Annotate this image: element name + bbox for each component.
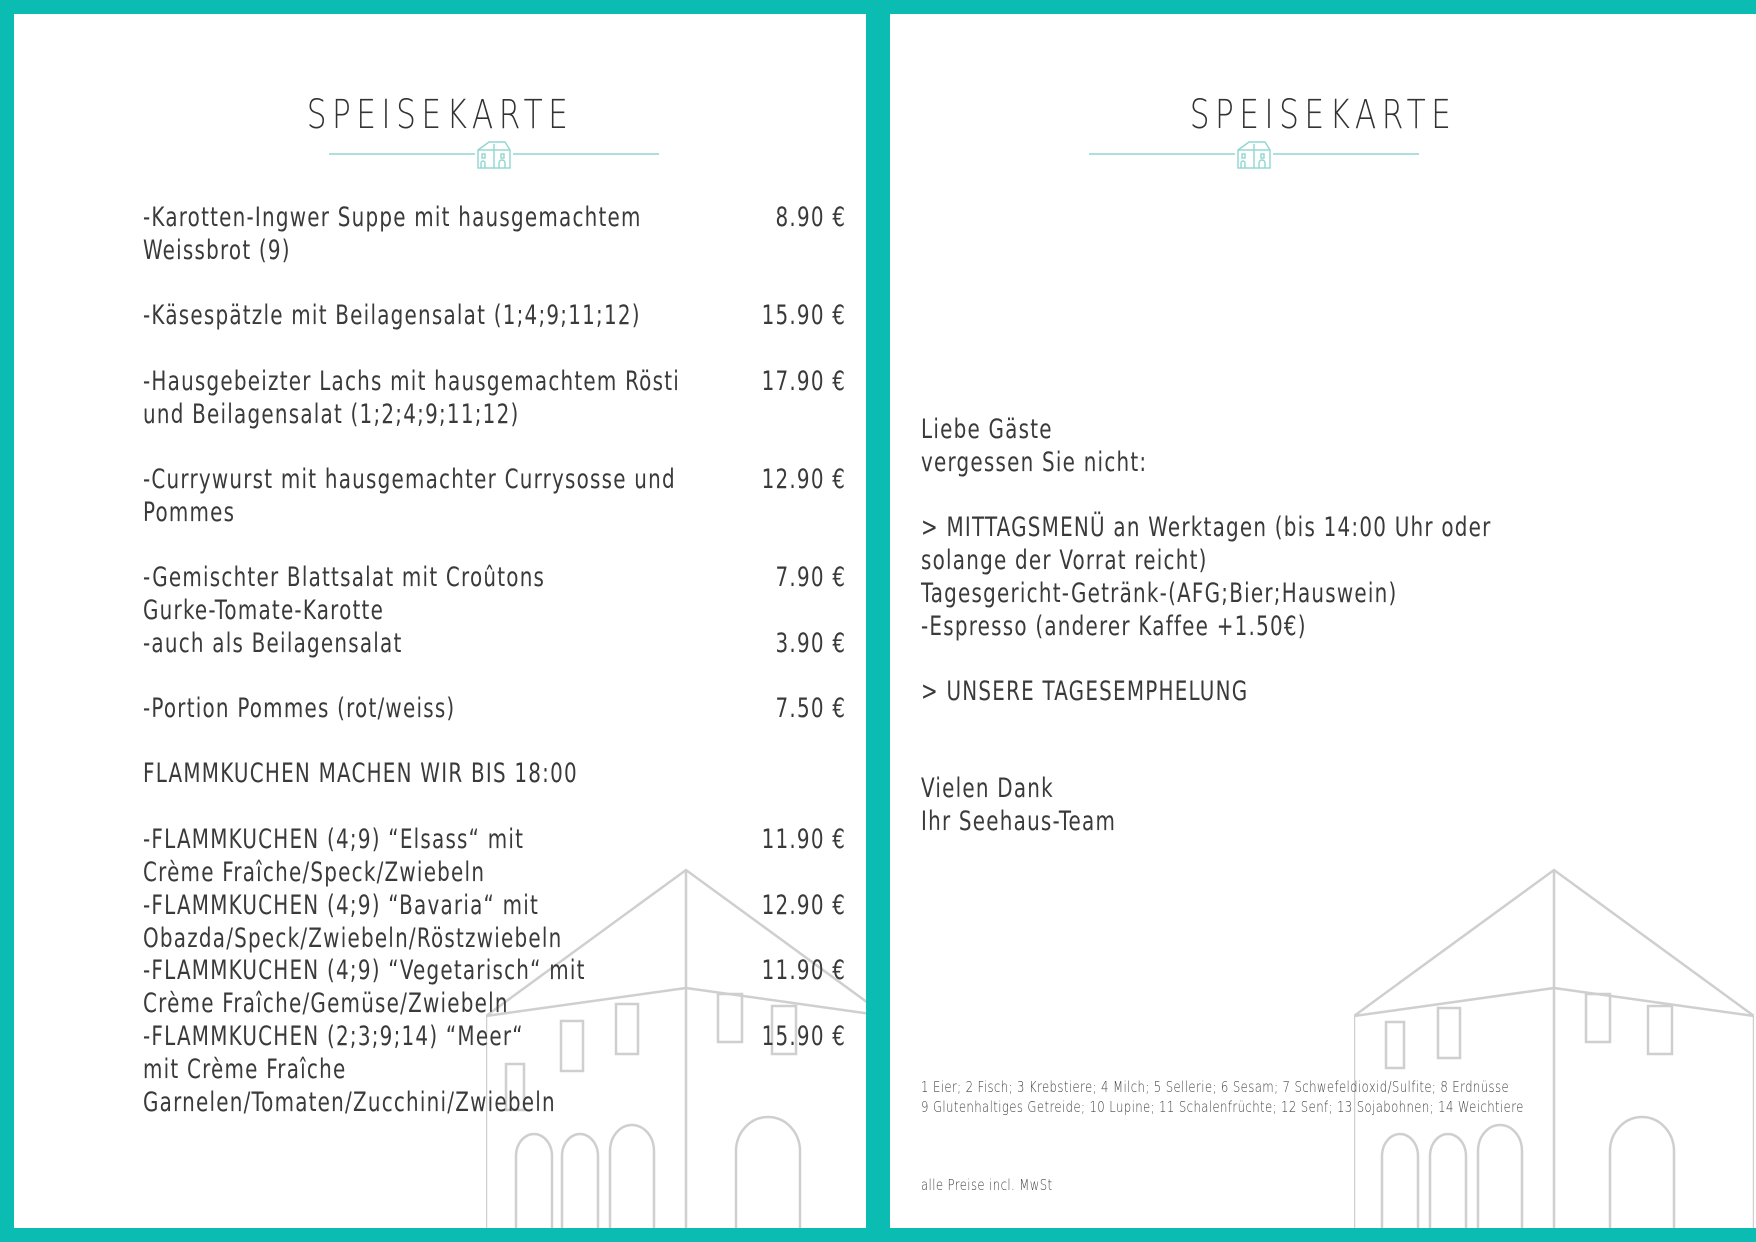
menu-item-name: mit Crème Fraîche: [143, 1054, 347, 1085]
menu-item-name: -Karotten-Ingwer Suppe mit hausgemachtem: [143, 202, 642, 233]
menu-item-name: Pommes: [143, 497, 236, 528]
menu-item-price: 7.90 €: [775, 562, 846, 593]
menu-item-price: 8.90 €: [775, 202, 846, 233]
menu-list: [14, 14, 866, 1228]
menu-item-name: -FLAMMKUCHEN (4;9) “Elsass“ mit: [143, 824, 525, 855]
menu-item-price: 17.90 €: [761, 366, 846, 397]
vat-note: alle Preise incl. MwSt: [921, 1176, 1053, 1194]
menu-item-price: 7.50 €: [775, 693, 846, 724]
menu-item-price: 12.90 €: [761, 890, 846, 921]
menu-item-name: Obazda/Speck/Zwiebeln/Röstzwiebeln: [143, 923, 563, 954]
menu-item-name: -FLAMMKUCHEN (2;3;9;14) “Meer“: [143, 1021, 524, 1052]
lunch-line: > MITTAGSMENÜ an Werktagen (bis 14:00 Uhr oder: [921, 512, 1492, 543]
menu-item-name: -FLAMMKUCHEN (4;9) “Vegetarisch“ mit: [143, 955, 586, 986]
menu-item-name: -Gemischter Blattsalat mit Croûtons: [143, 562, 546, 593]
menu-item-price: 15.90 €: [761, 1021, 846, 1052]
thanks-line: Vielen Dank: [921, 773, 1054, 804]
menu-item-name: Crème Fraîche/Gemüse/Zwiebeln: [143, 988, 509, 1019]
menu-item-name: -Currywurst mit hausgemachter Currysosse und: [143, 464, 676, 495]
menu-item-name: -Käsespätzle mit Beilagensalat (1;4;9;11;12): [143, 300, 641, 331]
greeting-line: Liebe Gäste: [921, 414, 1053, 445]
recommendation-line: > UNSERE TAGESEMPHELUNG: [921, 676, 1249, 707]
menu-item-name: Crème Fraîche/Speck/Zwiebeln: [143, 857, 486, 888]
menu-item-price: 11.90 €: [761, 824, 846, 855]
lunch-line: Tagesgericht-Getränk-(AFG;Bier;Hauswein): [921, 578, 1398, 609]
menu-item-name: -FLAMMKUCHEN (4;9) “Bavaria“ mit: [143, 890, 540, 921]
thanks-line: Ihr Seehaus-Team: [921, 806, 1117, 837]
menu-page-left: [14, 14, 866, 1228]
section-heading: FLAMMKUCHEN MACHEN WIR BIS 18:00: [143, 758, 578, 789]
greeting-line: vergessen Sie nicht:: [921, 447, 1148, 478]
allergen-legend: 1 Eier; 2 Fisch; 3 Krebstiere; 4 Milch; 5 Sellerie; 6 Sesam; 7 Schwefeldioxid/Sulfite; 8 Erdnüsse: [921, 1078, 1510, 1096]
menu-page-right: [890, 14, 1756, 1228]
menu-item-name: -Hausgebeizter Lachs mit hausgemachtem Rösti: [143, 366, 680, 397]
menu-item-price: 15.90 €: [761, 300, 846, 331]
lunch-line: solange der Vorrat reicht): [921, 545, 1208, 576]
menu-item-price: 12.90 €: [761, 464, 846, 495]
menu-item-name: -Portion Pommes (rot/weiss): [143, 693, 456, 724]
notice-text: [890, 14, 1756, 1228]
menu-item-name: Weissbrot (9): [143, 235, 291, 266]
menu-item-price: 11.90 €: [761, 955, 846, 986]
page-title: SPEISEKARTE: [1189, 92, 1457, 138]
menu-item-price: 3.90 €: [775, 628, 846, 659]
lunch-line: -Espresso (anderer Kaffee +1.50€): [921, 611, 1307, 642]
menu-item-name: und Beilagensalat (1;2;4;9;11;12): [143, 399, 520, 430]
page-title: SPEISEKARTE: [306, 92, 574, 138]
menu-item-name: Garnelen/Tomaten/Zucchini/Zwiebeln: [143, 1087, 556, 1118]
menu-item-name: Gurke-Tomate-Karotte: [143, 595, 385, 626]
allergen-legend: 9 Glutenhaltiges Getreide; 10 Lupine; 11 Schalenfrüchte; 12 Senf; 13 Sojabohnen; 14 Weichtiere: [921, 1098, 1524, 1116]
menu-item-name: -auch als Beilagensalat: [143, 628, 403, 659]
